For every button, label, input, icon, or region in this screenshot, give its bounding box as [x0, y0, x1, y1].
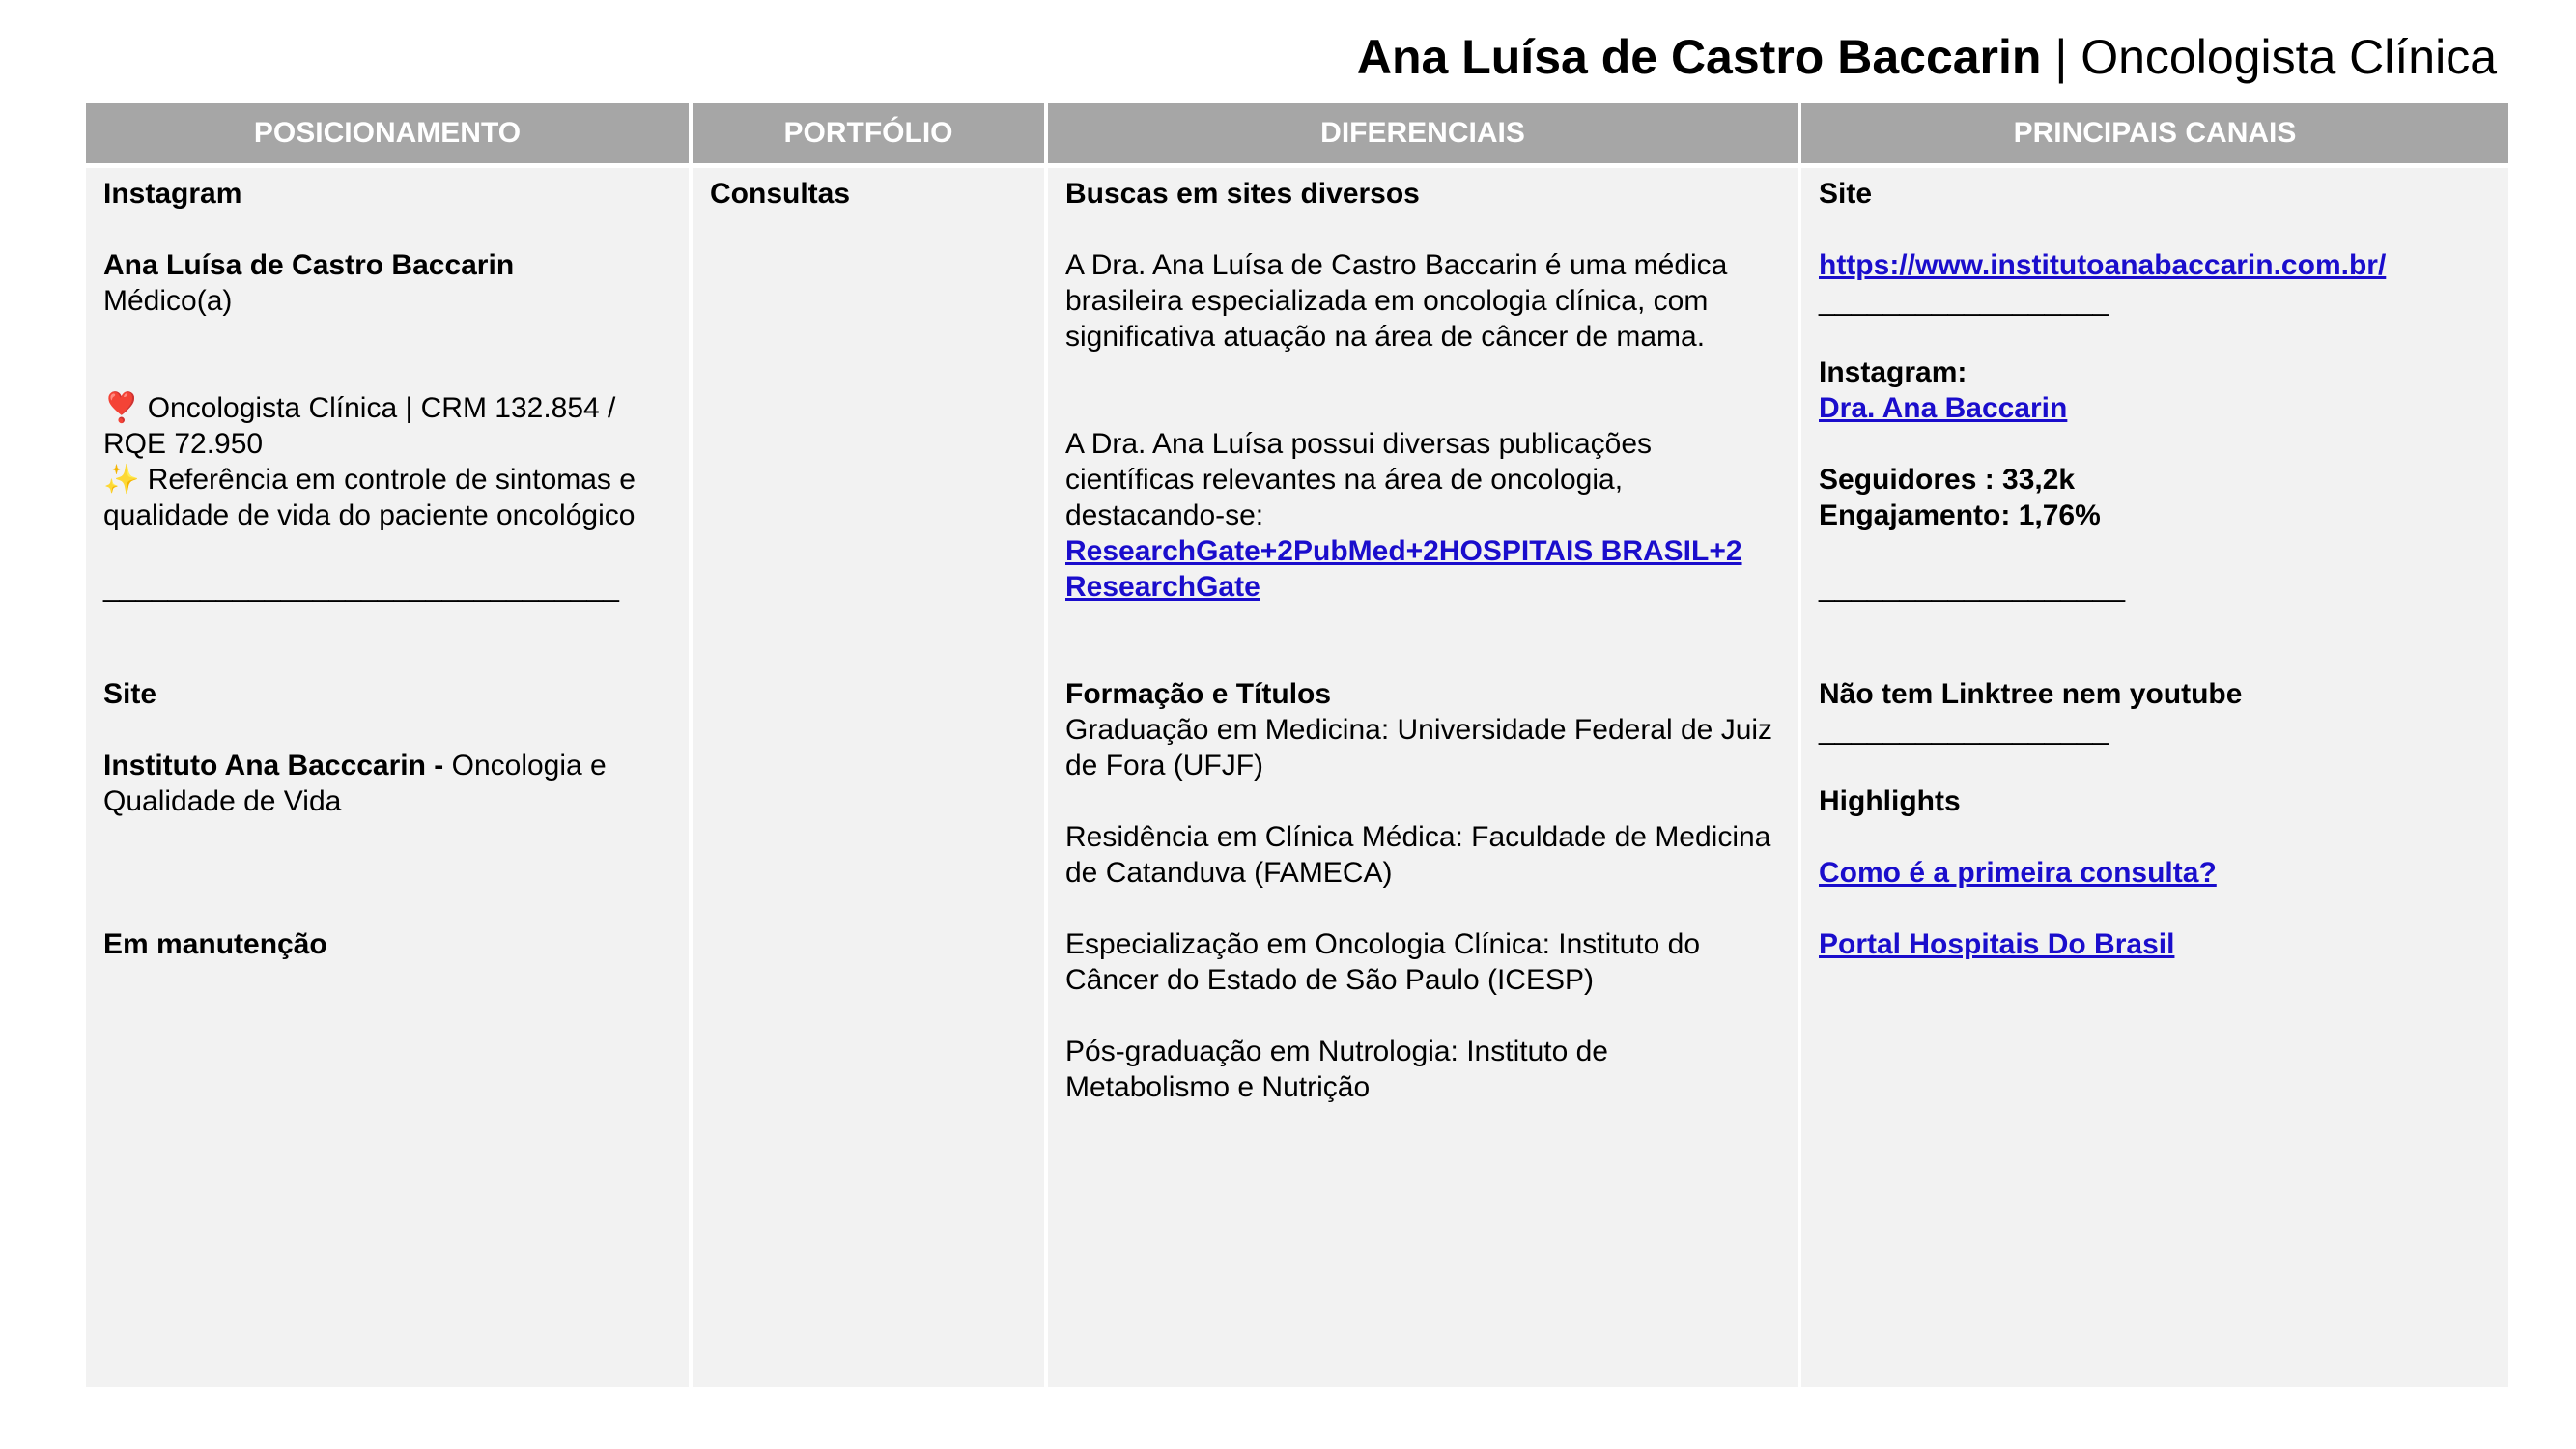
header-portfolio: PORTFÓLIO [693, 103, 1044, 163]
profile-name: Ana Luísa de Castro Baccarin [103, 249, 515, 281]
divider: ________________________________ [103, 571, 619, 603]
instagram-link[interactable]: Dra. Ana Baccarin [1819, 392, 2068, 424]
doctor-name: Ana Luísa de Castro Baccarin [1356, 30, 2042, 84]
highlight-link-portal-hospitais[interactable]: Portal Hospitais Do Brasil [1819, 928, 2175, 960]
education-item: Pós-graduação em Nutrologia: Instituto de Metabolismo e Nutrição [1065, 1036, 1608, 1103]
highlights-heading: Highlights [1819, 785, 1961, 817]
cell-principais-canais [1801, 168, 2508, 1387]
header-posicionamento: POSICIONAMENTO [86, 103, 689, 163]
publications-paragraph: A Dra. Ana Luísa possui diversas publicações científicas relevantes na área de oncologia, destacando-se: [1065, 428, 1653, 531]
page-title [1357, 29, 2497, 85]
header-diferenciais: DIFERENCIAIS [1048, 103, 1798, 163]
search-heading: Buscas em sites diversos [1065, 178, 1420, 210]
table-header-row [86, 103, 2508, 163]
site-description [103, 748, 671, 819]
site-url-link[interactable]: https://www.institutoanabaccarin.com.br/ [1819, 249, 2387, 281]
doctor-role: Oncologista Clínica [2081, 30, 2497, 84]
bio-line-2: ✨ Referência em controle de sintomas e qualidade de vida do paciente oncológico [103, 464, 636, 531]
engagement-rate: Engajamento: 1,76% [1819, 499, 2101, 531]
bio-line-1: ❣️ Oncologista Clínica | CRM 132.854 / RQE 72.950 [103, 392, 616, 460]
divider: ___________________ [1819, 571, 2126, 603]
instagram-heading: Instagram [103, 178, 242, 210]
education-item: Graduação em Medicina: Universidade Federal de Juiz de Fora (UFJF) [1065, 714, 1773, 781]
header-principais-canais: PRINCIPAIS CANAIS [1801, 103, 2508, 163]
portfolio-item: Consultas [710, 178, 851, 210]
education-item: Especialização em Oncologia Clínica: Instituto do Câncer do Estado de São Paulo (ICESP) [1065, 928, 1701, 996]
divider: __________________ [1819, 285, 2109, 317]
education-heading: Formação e Títulos [1065, 678, 1332, 710]
publication-sources-link[interactable]: ResearchGate+2PubMed+2HOSPITAIS BRASIL+2 ResearchGate [1065, 535, 1742, 603]
followers-count: Seguidores : 33,2k [1819, 464, 2076, 496]
instagram-label: Instagram: [1819, 356, 1967, 388]
site-status: Em manutenção [103, 928, 327, 960]
cell-posicionamento [86, 168, 689, 1387]
profile-profession: Médico(a) [103, 285, 233, 317]
highlight-link-first-consultation[interactable]: Como é a primeira consulta? [1819, 857, 2217, 889]
site-tagline: Oncologia e Qualidade de Vida [103, 750, 607, 817]
no-links-note: Não tem Linktree nem youtube [1819, 678, 2243, 710]
site-heading: Site [103, 678, 157, 710]
cell-portfolio [693, 168, 1044, 1387]
education-item: Residência em Clínica Médica: Faculdade de Medicina de Catanduva (FAMECA) [1065, 821, 1771, 889]
site-name: Instituto Ana Bacccarin - [103, 750, 452, 781]
table-body-row [86, 168, 2508, 1387]
divider: __________________ [1819, 714, 2109, 746]
title-separator: | [2041, 30, 2081, 84]
site-heading: Site [1819, 178, 1873, 210]
summary-paragraph: A Dra. Ana Luísa de Castro Baccarin é uma médica brasileira especializada em oncologia clínica, com significativa atuação na área de câncer de mama. [1065, 249, 1728, 353]
cell-diferenciais [1048, 168, 1798, 1387]
